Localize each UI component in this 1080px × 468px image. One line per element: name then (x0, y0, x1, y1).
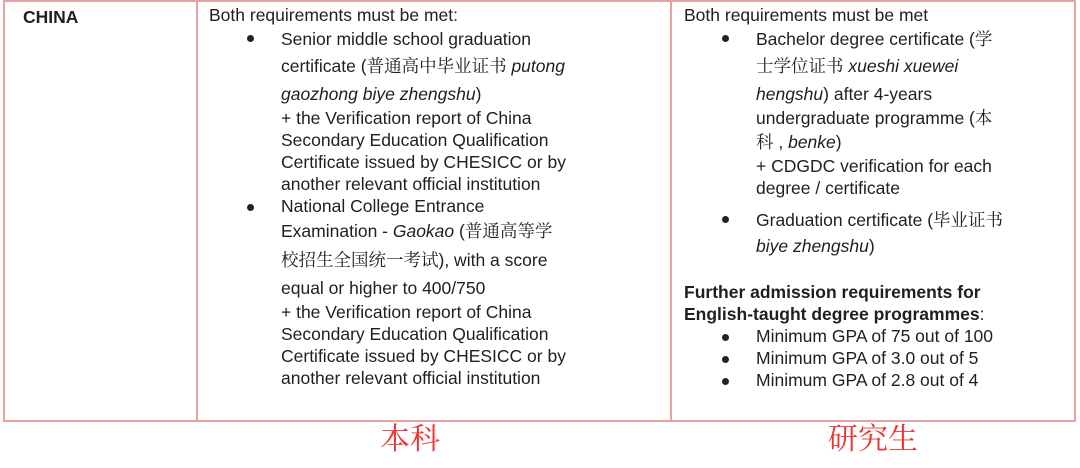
gpa-item: Minimum GPA of 2.8 out of 4 (684, 369, 1064, 391)
bachelor-req-item: National College Entrance Examination - Gaokao (普通高等学 校招生全国统一考试), with a score equal or higher to 400/750 + the Verification report of China Secondary Education Qualification Certificate issued by CHESICC or by another relevant official institution (209, 195, 664, 389)
bullet-icon (722, 216, 729, 223)
further-requirements-heading: Further admission requirements for English-taught degree programmes: (684, 282, 985, 324)
bachelor-requirements-cell (209, 4, 664, 389)
master-req-item: Bachelor degree certificate (学 士学位证书 xueshi xuewei hengshu) after 4-years undergraduate programme (本 科 , benke) + CDGDC verification for each degree / certificate (684, 26, 1064, 199)
table-border-left (3, 0, 5, 420)
bachelor-req-item: Senior middle school graduation certificate (普通高中毕业证书 putong gaozhong biye zhengshu) + the Verification report of China Secondary Education Qualification Certificate issued by CHESICC or by another relevant official institution (209, 26, 664, 195)
master-req-item: Graduation certificate (毕业证书 biye zhengshu) (684, 207, 1064, 259)
bachelor-annotation: 本科 (380, 422, 440, 457)
gpa-item: Minimum GPA of 75 out of 100 (684, 325, 1064, 347)
table-border-col1 (196, 0, 198, 420)
bullet-icon (247, 204, 254, 211)
bullet-icon (722, 378, 729, 385)
master-intro: Both requirements must be met (684, 5, 929, 25)
gpa-item: Minimum GPA of 3.0 out of 5 (684, 347, 1064, 369)
table-border-col2 (670, 0, 672, 420)
bullet-icon (722, 35, 729, 42)
requirements-table (3, 0, 1076, 422)
bachelor-intro: Both requirements must be met: (209, 5, 458, 25)
bullet-icon (722, 356, 729, 363)
bullet-icon (247, 35, 254, 42)
table-border-right (1074, 0, 1076, 420)
master-annotation: 研究生 (828, 422, 918, 457)
country-cell: CHINA (23, 7, 79, 27)
master-requirements-cell (684, 4, 1064, 391)
table-top-border (3, 0, 1076, 2)
bullet-icon (722, 334, 729, 341)
